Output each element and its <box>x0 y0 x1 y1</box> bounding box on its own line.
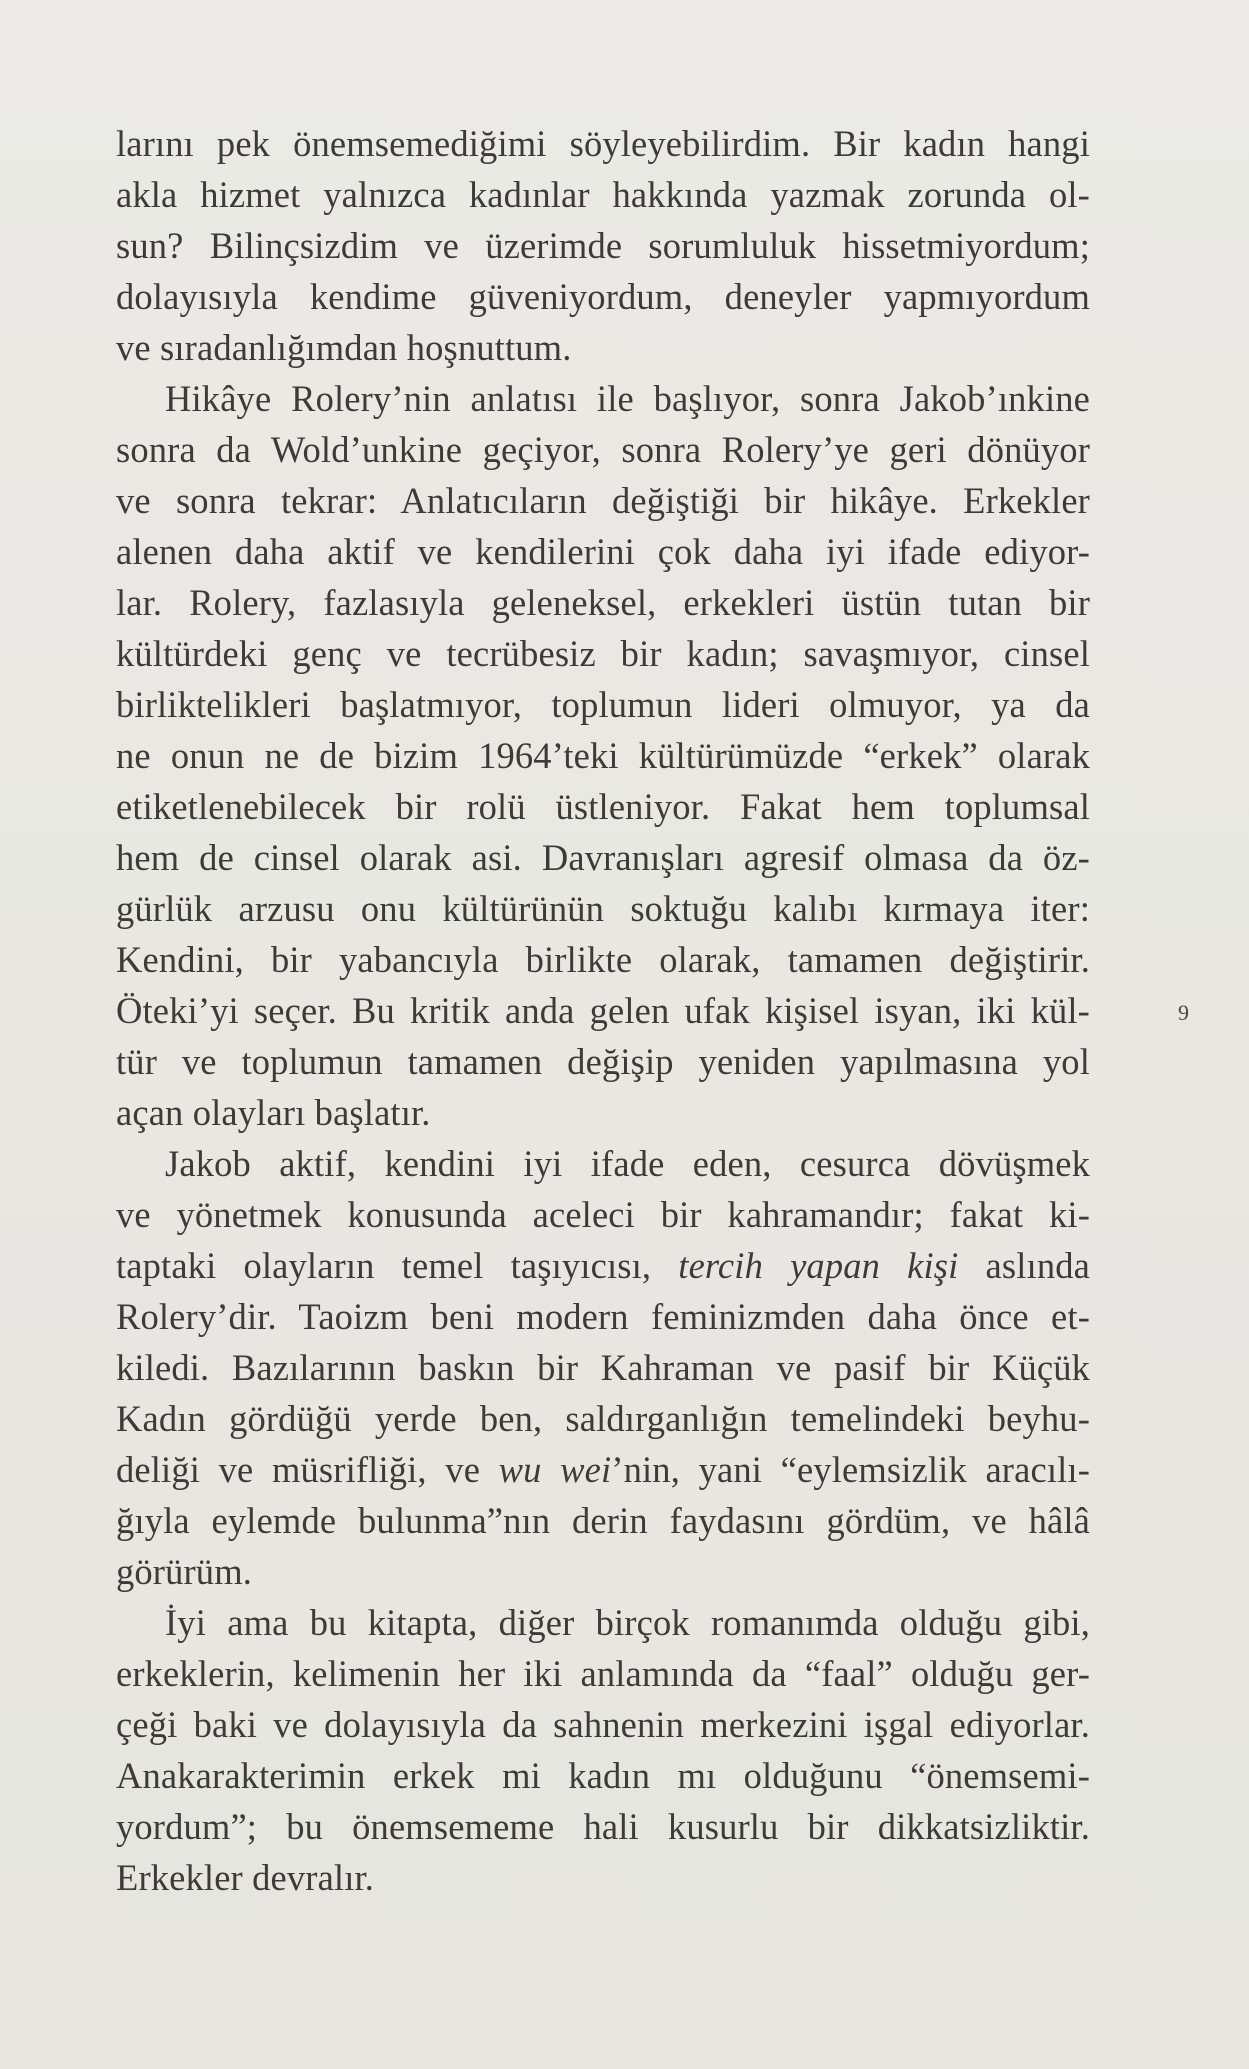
text-line <box>116 220 1090 271</box>
text-line <box>116 1138 1090 1189</box>
text-segment: kiledi. Bazılarının baskın bir Kahraman ve pasif bir Küçük <box>116 1347 1090 1388</box>
text-segment: görürüm. <box>116 1551 253 1592</box>
text-segment: Hikâye Rolery’nin anlatısı ile başlıyor, sonra Jakob’ınkine <box>165 378 1090 419</box>
text-segment: larını pek önemsemediğimi söyleyebilirdim. Bir kadın hangi <box>116 123 1090 164</box>
text-line <box>116 1750 1090 1801</box>
italic-text: wu wei <box>498 1449 612 1490</box>
text-line <box>116 118 1090 169</box>
text-line <box>116 1801 1090 1852</box>
text-segment: ğıyla eylemde bulunma”nın derin faydasını gördüm, ve hâlâ <box>116 1500 1090 1541</box>
text-line <box>116 1648 1090 1699</box>
text-segment: İyi ama bu kitapta, diğer birçok romanımda olduğu gibi, <box>165 1602 1090 1643</box>
text-segment: Erkekler devralır. <box>116 1857 375 1898</box>
text-line <box>116 832 1090 883</box>
text-line <box>116 373 1090 424</box>
text-segment: ve yönetmek konusunda aceleci bir kahramandır; fakat ki- <box>116 1194 1090 1235</box>
text-segment: erkeklerin, kelimenin her iki anlamında da “faal” olduğu ger- <box>116 1653 1090 1694</box>
text-segment: Kadın gördüğü yerde ben, saldırganlığın temelindeki beyhu- <box>116 1398 1090 1439</box>
text-line <box>116 1546 1090 1597</box>
text-segment: gürlük arzusu onu kültürünün soktuğu kalıbı kırmaya iter: <box>116 888 1090 929</box>
text-line <box>116 1495 1090 1546</box>
text-line <box>116 883 1090 934</box>
text-line <box>116 730 1090 781</box>
text-segment: etiketlenebilecek bir rolü üstleniyor. Fakat hem toplumsal <box>116 786 1090 827</box>
text-segment: taptaki olayların temel taşıyıcısı, <box>116 1245 679 1286</box>
text-segment: hem de cinsel olarak asi. Davranışları agresif olmasa da öz- <box>116 837 1090 878</box>
text-segment: lar. Rolery, fazlasıyla geleneksel, erkekleri üstün tutan bir <box>116 582 1090 623</box>
italic-text: tercih yapan kişi <box>678 1245 959 1286</box>
text-line <box>116 475 1090 526</box>
text-segment: kültürdeki genç ve tecrübesiz bir kadın; savaşmıyor, cinsel <box>116 633 1090 674</box>
text-segment: Kendini, bir yabancıyla birlikte olarak, tamamen değiştirir. <box>116 939 1090 980</box>
text-segment: tür ve toplumun tamamen değişip yeniden yapılmasına yol <box>116 1041 1090 1082</box>
text-segment: aslında <box>958 1245 1090 1286</box>
text-segment: Jakob aktif, kendini iyi ifade eden, cesurca dövüşmek <box>165 1143 1090 1184</box>
text-line <box>116 1342 1090 1393</box>
body-text <box>116 118 1090 1903</box>
text-line <box>116 985 1090 1036</box>
text-segment: çeği baki ve dolayısıyla da sahnenin merkezini işgal ediyorlar. <box>116 1704 1090 1745</box>
text-line <box>116 1699 1090 1750</box>
paragraph <box>116 1138 1090 1597</box>
text-line <box>116 1444 1090 1495</box>
page-number: 9 <box>1178 1000 1189 1025</box>
text-line <box>116 322 1090 373</box>
text-segment: deliği ve müsrifliği, ve <box>116 1449 499 1490</box>
text-line <box>116 628 1090 679</box>
text-segment: yordum”; bu önemsememe hali kusurlu bir dikkatsizliktir. <box>116 1806 1090 1847</box>
text-segment: alenen daha aktif ve kendilerini çok daha iyi ifade ediyor- <box>116 531 1090 572</box>
text-line <box>116 1597 1090 1648</box>
text-line <box>116 1189 1090 1240</box>
text-segment: dolayısıyla kendime güveniyordum, deneyler yapmıyordum <box>116 276 1090 317</box>
text-segment: Öteki’yi seçer. Bu kritik anda gelen ufak kişisel isyan, iki kül- <box>116 990 1090 1031</box>
text-line <box>116 1036 1090 1087</box>
text-line <box>116 1852 1090 1903</box>
text-line <box>116 271 1090 322</box>
text-line <box>116 1240 1090 1291</box>
text-segment: sonra da Wold’unkine geçiyor, sonra Rolery’ye geri dönüyor <box>116 429 1090 470</box>
paragraph <box>116 118 1090 373</box>
text-segment: açan olayları başlatır. <box>116 1092 431 1133</box>
text-line <box>116 1291 1090 1342</box>
text-segment: Anakarakterimin erkek mi kadın mı olduğunu “önemsemi- <box>116 1755 1090 1796</box>
text-line <box>116 1393 1090 1444</box>
text-segment: Rolery’dir. Taoizm beni modern feminizmden daha önce et- <box>116 1296 1090 1337</box>
text-segment: sun? Bilinçsizdim ve üzerimde sorumluluk hissetmiyordum; <box>116 225 1090 266</box>
text-segment: akla hizmet yalnızca kadınlar hakkında yazmak zorunda ol- <box>116 174 1090 215</box>
text-line <box>116 526 1090 577</box>
text-line <box>116 1087 1090 1138</box>
text-segment: birliktelikleri başlatmıyor, toplumun lideri olmuyor, ya da <box>116 684 1090 725</box>
paragraph <box>116 1597 1090 1903</box>
text-segment: ve sonra tekrar: Anlatıcıların değiştiği bir hikâye. Erkekler <box>116 480 1090 521</box>
text-segment: ve sıradanlığımdan hoşnuttum. <box>116 327 572 368</box>
text-segment: ’nin, yani “eylemsizlik aracılı- <box>611 1449 1090 1490</box>
text-line <box>116 679 1090 730</box>
paragraph <box>116 373 1090 1138</box>
text-line <box>116 424 1090 475</box>
text-line <box>116 781 1090 832</box>
text-line <box>116 934 1090 985</box>
text-segment: ne onun ne de bizim 1964’teki kültürümüzde “erkek” olarak <box>116 735 1090 776</box>
text-line <box>116 577 1090 628</box>
text-line <box>116 169 1090 220</box>
